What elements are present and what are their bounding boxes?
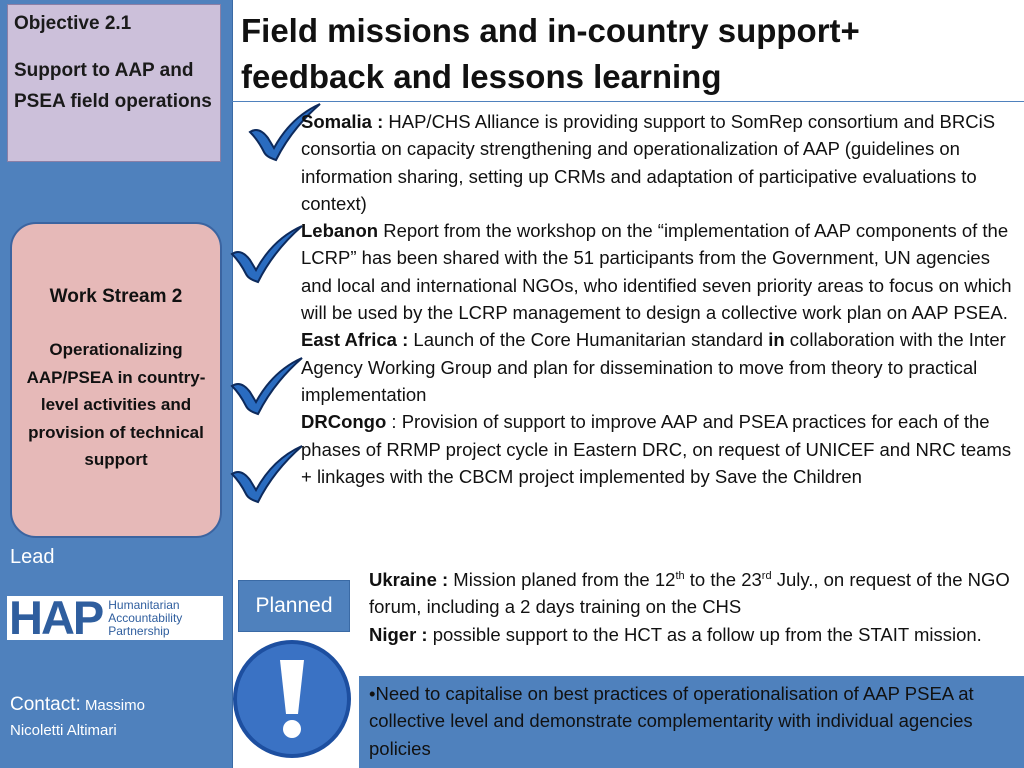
planned-ukraine-text: July., on request of the NGO forum, including a 2 days training on the CHS (369, 569, 1010, 618)
hap-logo-line1: Humanitarian (108, 597, 180, 612)
mission-text: HAP/CHS Alliance is providing support to SomRep consortium and BRCiS consortia on capacity strengthening and operationalization of AAP (guidelines on information sharing, setting up CRMs and adaptation of participative evaluations to context) (301, 111, 996, 214)
mission-label: East Africa : (301, 329, 409, 351)
contact-name-1: Massimo (84, 697, 145, 714)
planned-ukraine-text: to the 23 (684, 569, 762, 590)
checkmark-icon (228, 224, 304, 286)
mission-drcongo (301, 408, 1016, 490)
capitalise-note: •Need to capitalise on best practices of operationalisation of AAP PSEA at collective level and demonstrate complementarity with individual agencies policies (359, 676, 1024, 768)
mission-text: collaboration with the Inter Agency Working Group and plan for dissemination to move from theory to practical implementation (301, 329, 1006, 405)
checkmark-icon (228, 356, 304, 418)
planned-ukraine-text: Mission planed from the 12 (448, 569, 676, 590)
planned-ukraine-label: Ukraine : (369, 569, 449, 590)
title-divider (232, 101, 1024, 102)
workstream-box (10, 222, 222, 538)
mission-east-africa (301, 326, 1016, 408)
missions-list (301, 108, 1016, 490)
workstream-description: Operationalizing AAP/PSEA in country-level activities and provision of technical support (26, 340, 206, 469)
contact-label: Contact: (10, 694, 81, 715)
contact (10, 692, 145, 743)
hap-logo (7, 591, 223, 644)
page-title-line2: feedback and lessons learning (241, 58, 722, 95)
hap-logo-letters: HAP (9, 591, 103, 644)
exclamation-icon (233, 640, 351, 758)
hap-logo-line2: Accountability (108, 610, 183, 625)
mission-text: Report from the workshop on the “implementation of AAP components of the LCRP” has been shared with the 51 participants from the Government, UN agencies and local and international NGOs, who identified seven priority areas to focus on which will be used by the LCRP management to design a collective work plan on AAP PSEA. (301, 220, 1012, 324)
hap-logo-words (108, 599, 182, 638)
page-title (241, 8, 1021, 100)
contact-name-2: Nicoletti Altimari (10, 722, 117, 739)
objective-subtitle: Support to AAP and PSEA field operations (14, 60, 212, 112)
planned-niger (369, 621, 1019, 648)
planned-label: Planned (238, 580, 350, 632)
mission-text: : Provision of support to improve AAP and PSEA practices for each of the phases of RRMP project cycle in Eastern DRC, on request of UNICEF and NRC teams + linkages with the CBCM project implemented by Save the Children (301, 411, 1012, 487)
objective-box (7, 4, 221, 162)
objective-title: Objective 2.1 (14, 13, 132, 34)
mission-label: Somalia : (301, 111, 384, 132)
hap-logo-line3: Partnership (108, 623, 170, 638)
sidebar (0, 0, 233, 768)
mission-text: Launch of the Core Humanitarian standard (408, 329, 769, 351)
mission-bold-word: in (768, 329, 785, 351)
exclamation-mark-icon (272, 656, 312, 742)
checkmark-icon (228, 444, 304, 506)
workstream-title: Work Stream 2 (49, 286, 183, 307)
mission-somalia (301, 108, 1016, 217)
planned-text (369, 566, 1019, 648)
planned-ukraine (369, 566, 1019, 621)
ordinal-suffix: rd (761, 569, 772, 582)
mission-label: DRCongo (301, 411, 387, 433)
planned-niger-text: possible support to the HCT as a follow up from the STAIT mission. (427, 623, 982, 645)
ordinal-suffix: th (675, 569, 685, 582)
page-title-line1: Field missions and in-country support+ (241, 12, 860, 49)
planned-niger-label: Niger : (369, 623, 428, 645)
lead-label: Lead (10, 546, 55, 568)
mission-lebanon (301, 217, 1016, 326)
mission-label: Lebanon (301, 220, 379, 242)
